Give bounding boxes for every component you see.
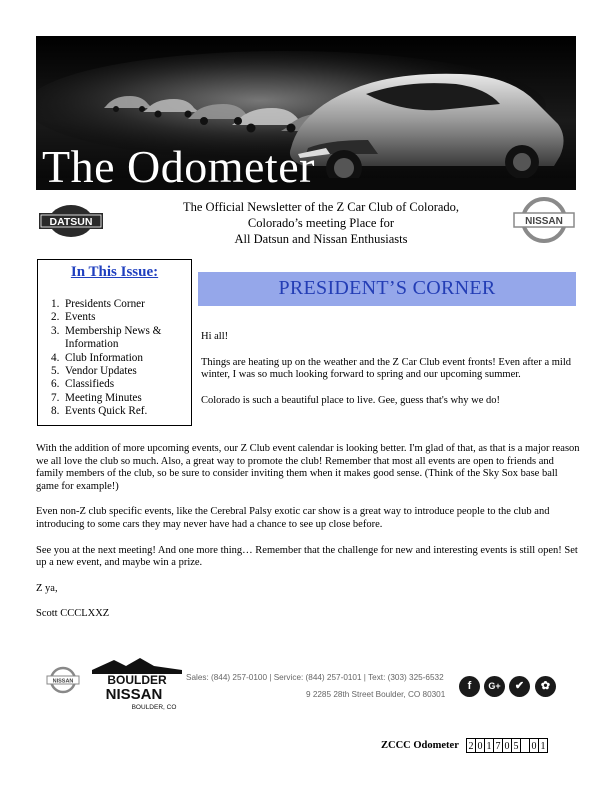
dealer-address: 9 2285 28th Street Boulder, CO 80301 — [306, 690, 446, 699]
presidents-corner-header — [198, 272, 576, 306]
greeting: Hi all! — [201, 331, 229, 342]
odometer-label: ZCCC Odometer — [381, 740, 459, 751]
google-plus-icon[interactable]: G+ — [484, 676, 505, 697]
in-this-issue-list — [51, 298, 189, 419]
list-item: 5. Vendor Updates — [51, 365, 137, 378]
odometer-digit: 5 — [511, 738, 521, 753]
signoff: Z ya, — [36, 582, 58, 594]
list-item: 6. Classifieds — [51, 378, 115, 391]
svg-text:NISSAN: NISSAN — [52, 678, 74, 685]
nissan-logo-text: NISSAN — [525, 216, 563, 227]
svg-text:NISSAN: NISSAN — [105, 686, 163, 703]
facebook-icon[interactable]: f — [459, 676, 480, 697]
datsun-logo — [37, 203, 105, 239]
odometer-digit: 0 — [502, 738, 512, 753]
presidents-corner-intro — [201, 331, 579, 420]
boulder-nissan-logo — [92, 656, 182, 712]
newsletter-title: The Odometer — [42, 141, 315, 190]
odometer-digit: 1 — [538, 738, 548, 753]
dealer-phone-numbers: Sales: (844) 257-0100 | Service: (844) 257-0101 | Text: (303) 325-6532 — [186, 673, 444, 682]
nissan-logo — [510, 196, 578, 250]
odometer-digit: 0 — [475, 738, 485, 753]
datsun-logo-text: DATSUN — [49, 216, 93, 228]
subtitle-line-3: All Datsun and Nissan Enthusiasts — [234, 232, 408, 246]
footer-nissan-logo — [45, 665, 81, 695]
subtitle-line-1: The Official Newsletter of the Z Car Club of Colorado, — [182, 200, 460, 214]
list-item: 3. Membership News & Information — [51, 324, 162, 351]
newsletter-subtitle — [130, 199, 512, 247]
list-item: 8. Events Quick Ref. — [51, 405, 148, 418]
banner-image — [36, 36, 576, 190]
dealer-contact-info — [186, 673, 456, 699]
paragraph: With the addition of more upcoming events, our Z Club event calendar is looking better. I'm glad of that, as that is a major reason we all love the club so much. Also, a great way to promote the club! Remember that most all events are open to friends and family members of the club, so be sure to consider inviting them when it makes good sense. (Think of the Sky Sox base ball game for example!) — [36, 443, 580, 492]
presidents-corner-title: PRESIDENT’S CORNER — [278, 277, 496, 299]
odometer-digit: 1 — [484, 738, 494, 753]
paragraph: Things are heating up on the weather and the Z Car Club event fronts! Even after a mild winter, I was so much looking forward to spring and our upcoming summer. — [201, 356, 572, 381]
list-item: 2. Events — [51, 311, 96, 324]
in-this-issue-box — [37, 259, 192, 426]
checkmark-icon[interactable]: ✔ — [509, 676, 530, 697]
in-this-issue-heading: In This Issue: — [70, 264, 159, 280]
presidents-corner-body — [36, 443, 582, 634]
list-item: 1. Presidents Corner — [51, 298, 145, 310]
subtitle-line-2: Colorado’s meeting Place for — [247, 216, 395, 230]
paragraph: See you at the next meeting! And one more thing… Remember that the challenge for new and interesting events is still open! Set up a new event, and maybe win a prize. — [36, 544, 578, 569]
svg-text:BOULDER, CO: BOULDER, CO — [131, 704, 177, 711]
svg-text:BOULDER: BOULDER — [107, 673, 167, 687]
odometer-digits — [466, 738, 547, 753]
paragraph: Colorado is such a beautiful place to live. Gee, guess that's why we do! — [201, 394, 501, 406]
list-item: 4. Club Information — [51, 351, 143, 364]
odometer-digit: 7 — [493, 738, 503, 753]
list-item: 7. Meeting Minutes — [51, 391, 142, 404]
yelp-icon[interactable]: ✿ — [535, 676, 556, 697]
signature: Scott CCCLXXZ — [36, 608, 110, 620]
odometer-digit: 2 — [466, 738, 476, 753]
odometer-digit: 0 — [529, 738, 539, 753]
paragraph: Even non-Z club specific events, like the Cerebral Palsy exotic car show is a great way to introduce people to the club and introducing to some cars they may never have had a chance to see up close before. — [36, 506, 550, 530]
